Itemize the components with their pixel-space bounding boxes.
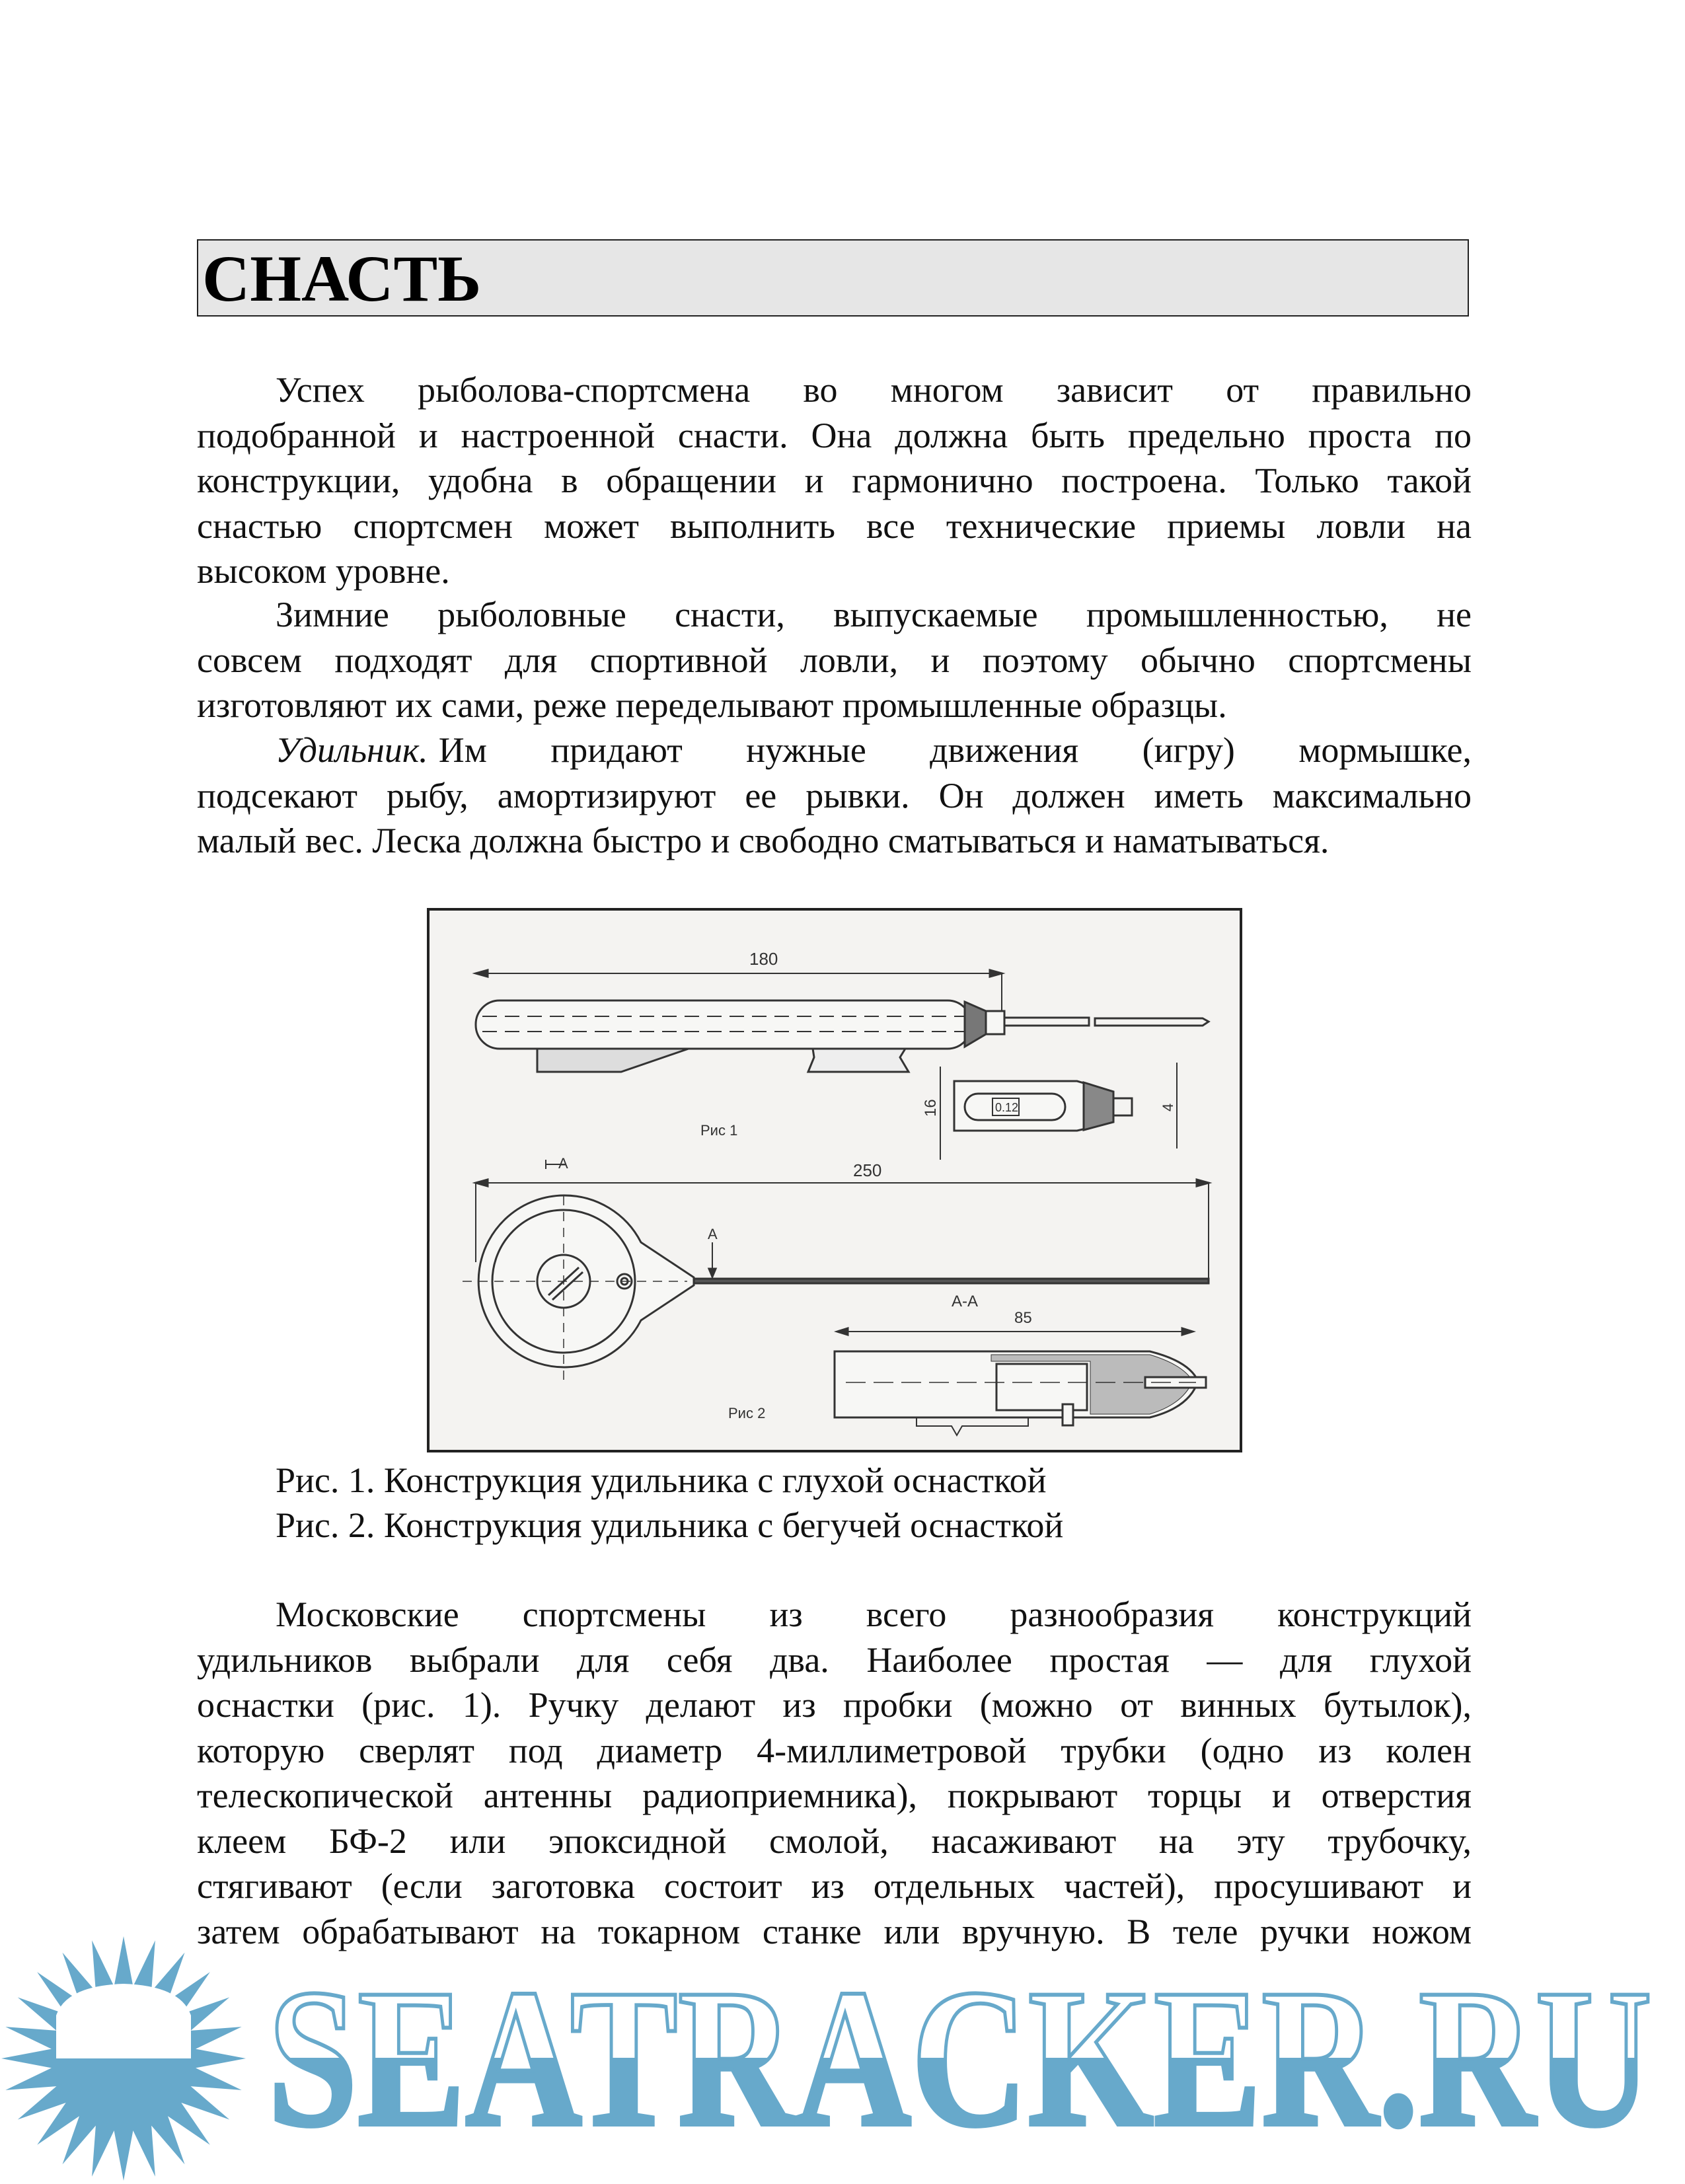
figure-caption-2: Рис. 2. Конструкция удильника с бегучей оснасткой — [276, 1505, 1064, 1545]
slot-value: 0.12 — [995, 1101, 1019, 1114]
text-line: которую сверлят под диаметр 4-миллиметровой трубки (одно из колен — [197, 1730, 1472, 1770]
dim-label-4: 4 — [1160, 1103, 1176, 1111]
section-title: A-A — [952, 1293, 979, 1310]
paragraph-1 — [197, 367, 1472, 594]
text-line: оснастки (рис. 1). Ручку делают из пробки (можно от винных бутылок), — [197, 1685, 1472, 1725]
section-arrow-label: A — [558, 1155, 568, 1172]
text-line-rest: Им придают нужные движения (игру) мормышке, — [438, 730, 1472, 770]
watermark-text: SEATRACKER.RU — [268, 1948, 1652, 2167]
watermark — [0, 1903, 1685, 2181]
paragraph-4 — [197, 1592, 1472, 1954]
paragraph-3 — [197, 728, 1472, 864]
text-line: конструкции, удобна в обращении и гармонично построена. Только такой — [197, 461, 1472, 500]
text-line: совсем подходят для спортивной ловли, и поэтому обычно спортсмены — [197, 640, 1472, 680]
text-line: малый вес. Леска должна быстро и свободно сматываться и наматываться. — [197, 821, 1329, 860]
text-line: клеем БФ-2 или эпоксидной смолой, насаживают на эту трубочку, — [197, 1821, 1472, 1861]
text-line: удильников выбрали для себя два. Наиболее простая — для глухой — [197, 1639, 1472, 1680]
figure-1-label: Рис 1 — [700, 1122, 738, 1139]
section-heading-box — [197, 239, 1469, 317]
section-heading: СНАСТЬ — [202, 242, 482, 315]
paragraph-2 — [197, 592, 1472, 728]
dim-label-16: 16 — [922, 1099, 940, 1117]
text-line: подсекают рыбу, амортизируют ее рывки. Он должен иметь максимально — [197, 775, 1472, 815]
dim-label-85: 85 — [1014, 1309, 1032, 1327]
figure-caption-1: Рис. 1. Конструкция удильника с глухой оснасткой — [276, 1460, 1047, 1500]
text-line: высоком уровне. — [197, 551, 450, 591]
dim-label-180: 180 — [749, 949, 778, 969]
text-line: стягивают (если заготовка состоит из отдельных частей), просушивают и — [197, 1866, 1472, 1906]
dim-label-250: 250 — [853, 1160, 882, 1180]
text-line: подобранной и настроенной снасти. Она должна быть предельно проста по — [197, 415, 1472, 455]
text-line: Московские спортсмены из всего разнообразия конструкций — [276, 1595, 1472, 1634]
text-line: телескопической антенны радиоприемника), покрывают торцы и отверстия — [197, 1776, 1472, 1815]
italic-term: Удильник. — [276, 730, 428, 770]
sun-logo-icon — [1, 1936, 246, 2181]
text-line: изготовляют их сами, реже переделывают промышленные образцы. — [197, 685, 1227, 725]
text-line — [197, 728, 1472, 773]
text-line: Успех рыболова-спортсмена во многом зависит от правильно — [276, 370, 1472, 410]
figure-2-label: Рис 2 — [728, 1405, 766, 1421]
text-line: снастью спортсмен может выполнить все технические приемы ловли на — [197, 506, 1472, 546]
text-line: Зимние рыболовные снасти, выпускаемые промышленностью, не — [276, 595, 1472, 634]
text-line: затем обрабатывают на токарном станке или вручную. В теле ручки ножом — [197, 1911, 1472, 1951]
fishing-rod-drawing — [423, 905, 1249, 1457]
cut-mark-label: A — [708, 1226, 718, 1242]
